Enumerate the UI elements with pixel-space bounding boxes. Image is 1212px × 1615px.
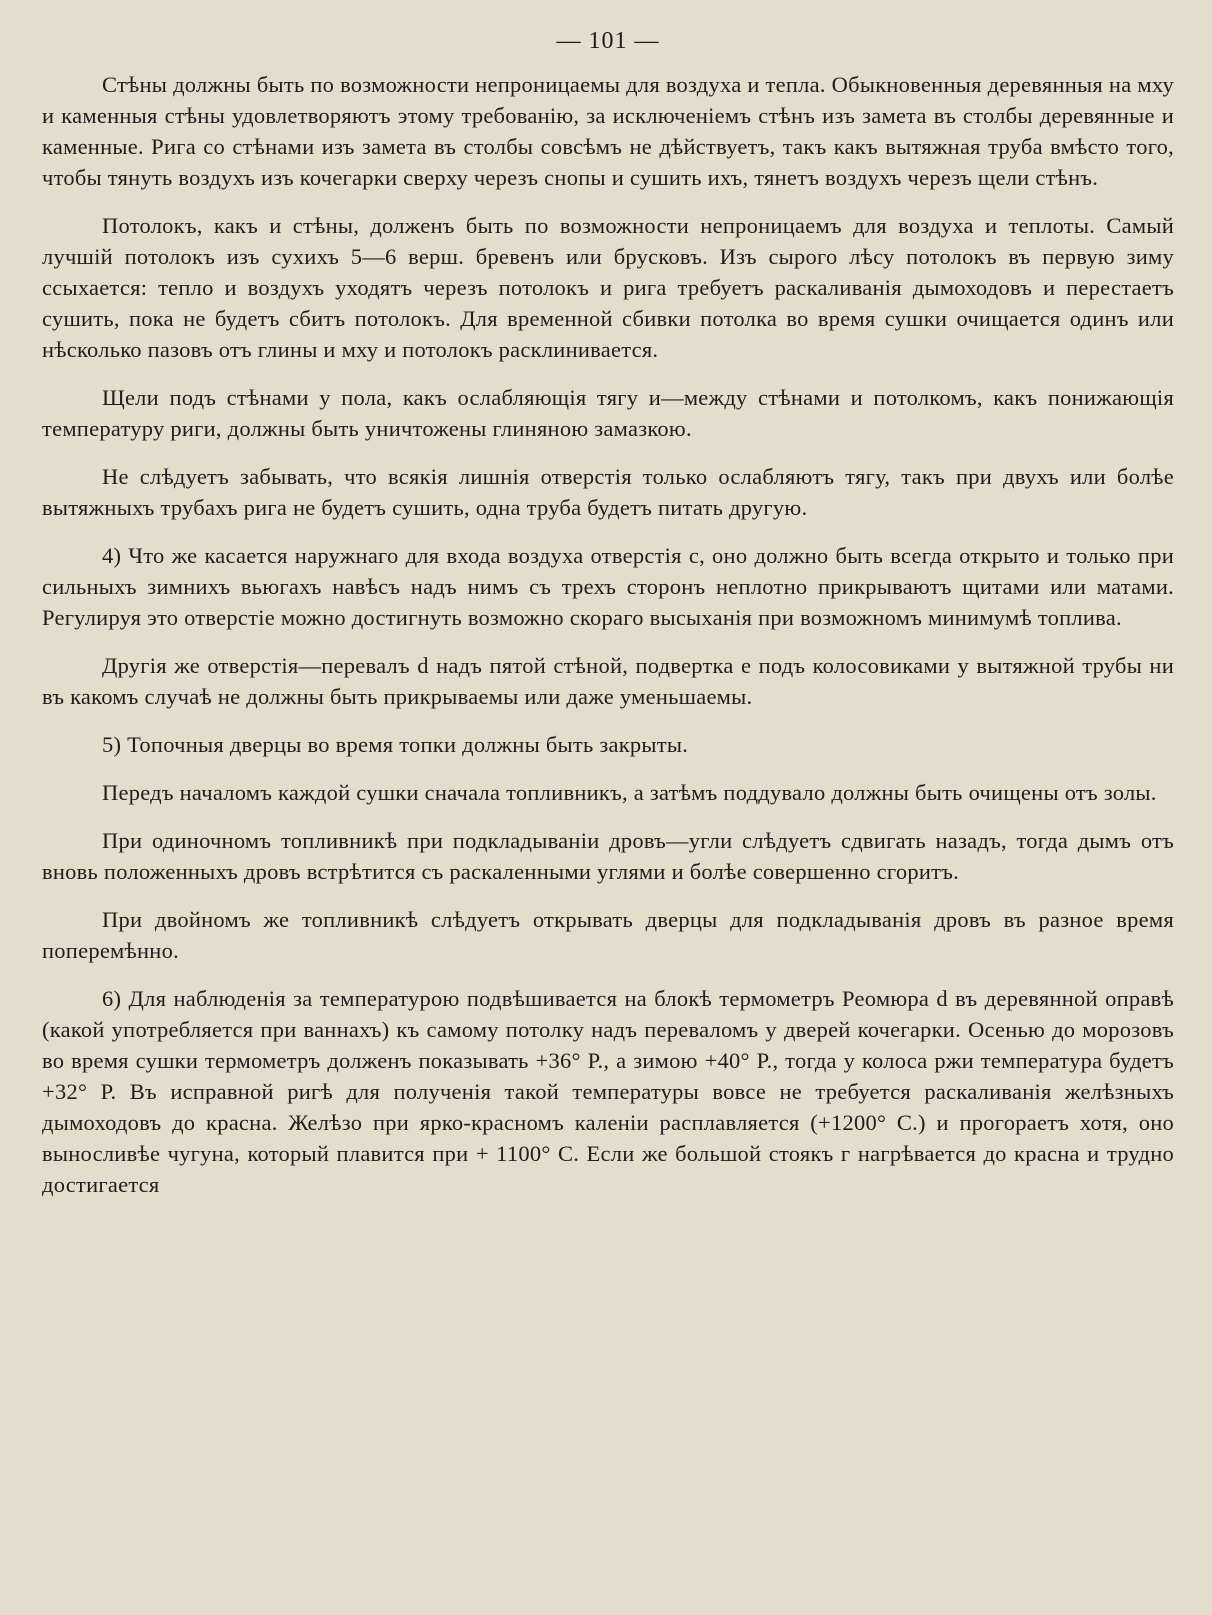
paragraph-item-6: 6) Для наблюденія за температурою подвѣшивается на блокѣ термометръ Реомюра d въ деревянной оправѣ (какой употребляется при ваннахъ) къ самому потолку надъ переваломъ у дверей кочегарки. Осенью до морозовъ во время сушки термометръ долженъ показывать +36° Р., а зимою +40° Р., тогда у колоса ржи температура будетъ +32° Р. Въ исправной ригѣ для полученія такой температуры вовсе не требуется раскаливанія желѣзныхъ дымоходовъ до красна. Желѣзо при ярко-красномъ каленіи расплавляется (+1200° С.) и прогораетъ хотя, оно выносливѣе чугуна, который плавится при + 1100° С. Если же большой стоякъ г нагрѣвается до красна и трудно достигается xyxy=(42,986,1174,1197)
paragraph-other-openings: Другія же отверстія—перевалъ d надъ пятой стѣной, подвертка e подъ колосовиками у вытяжной трубы ни въ какомъ случаѣ не должны быть прикрываемы или даже уменьшаемы. xyxy=(42,653,1174,709)
paragraph-item-4: 4) Что же касается наружнаго для входа воздуха отверстія c, оно должно быть всегда открыто и только при сильныхъ зимнихъ вьюгахъ навѣсъ надъ нимъ съ трехъ сторонъ неплотно прикрываютъ щитами или матами. Регулируя это отверстіе можно достигнуть возможно скораго высыханія при возможномъ минимумѣ топлива. xyxy=(42,543,1174,630)
paragraph-item-5: 5) Топочныя дверцы во время топки должны быть закрыты. xyxy=(102,732,689,757)
paragraph-ash-cleaning: Передъ началомъ каждой сушки сначала топливникъ, а затѣмъ поддувало должны быть очищены отъ золы. xyxy=(102,780,1157,805)
paragraph-ceiling: Потолокъ, какъ и стѣны, долженъ быть по возможности непроницаемъ для воздуха и теплоты. Самый лучшій потолокъ изъ сухихъ 5—6 верш. бревенъ или брусковъ. Изъ сырого лѣсу потолокъ въ первую зиму ссыхается: тепло и воздухъ уходятъ черезъ потолокъ и рига требуетъ раскаливанія дымоходовъ и перестаетъ сушить, пока не будетъ сбитъ потолокъ. Для временной сбивки потолка во время сушки очищается одинъ или нѣсколько пазовъ отъ глины и мху и потолокъ расклинивается. xyxy=(42,213,1174,362)
paragraph-single-firebox: При одиночномъ топливникѣ при подкладываніи дровъ—угли слѣдуетъ сдвигать назадъ, тогда дымъ отъ вновь положенныхъ дровъ встрѣтится съ раскаленными углями и болѣе совершенно сгоритъ. xyxy=(42,828,1174,884)
paragraph-gaps: Щели подъ стѣнами у пола, какъ ослабляющія тягу и—между стѣнами и потолкомъ, какъ понижающія температуру риги, должны быть уничтожены глиняною замазкою. xyxy=(42,385,1174,441)
paragraph-walls: Стѣны должны быть по возможности непроницаемы для воздуха и тепла. Обыкновенныя деревянныя на мху и каменныя стѣны удовлетворяютъ этому требованію, за исключеніемъ стѣнъ изъ замета въ столбы деревянные и каменные. Рига со стѣнами изъ замета въ столбы совсѣмъ не дѣйствуетъ, такъ какъ вытяжная труба вмѣсто того, чтобы тянуть воздухъ изъ кочегарки сверху черезъ снопы и сушить ихъ, тянетъ воздухъ черезъ щели стѣнъ. xyxy=(42,72,1174,190)
paragraph-extra-openings: Не слѣдуетъ забывать, что всякія лишнія отверстія только ослабляютъ тягу, такъ при двухъ или болѣе вытяжныхъ трубахъ рига не будетъ сушить, одна труба будетъ питать другую. xyxy=(42,464,1174,520)
paragraph-double-firebox: При двойномъ же топливникѣ слѣдуетъ открывать дверцы для подкладыванія дровъ въ разное время поперемѣнно. xyxy=(42,907,1174,963)
page-number: — 101 — xyxy=(556,28,660,54)
